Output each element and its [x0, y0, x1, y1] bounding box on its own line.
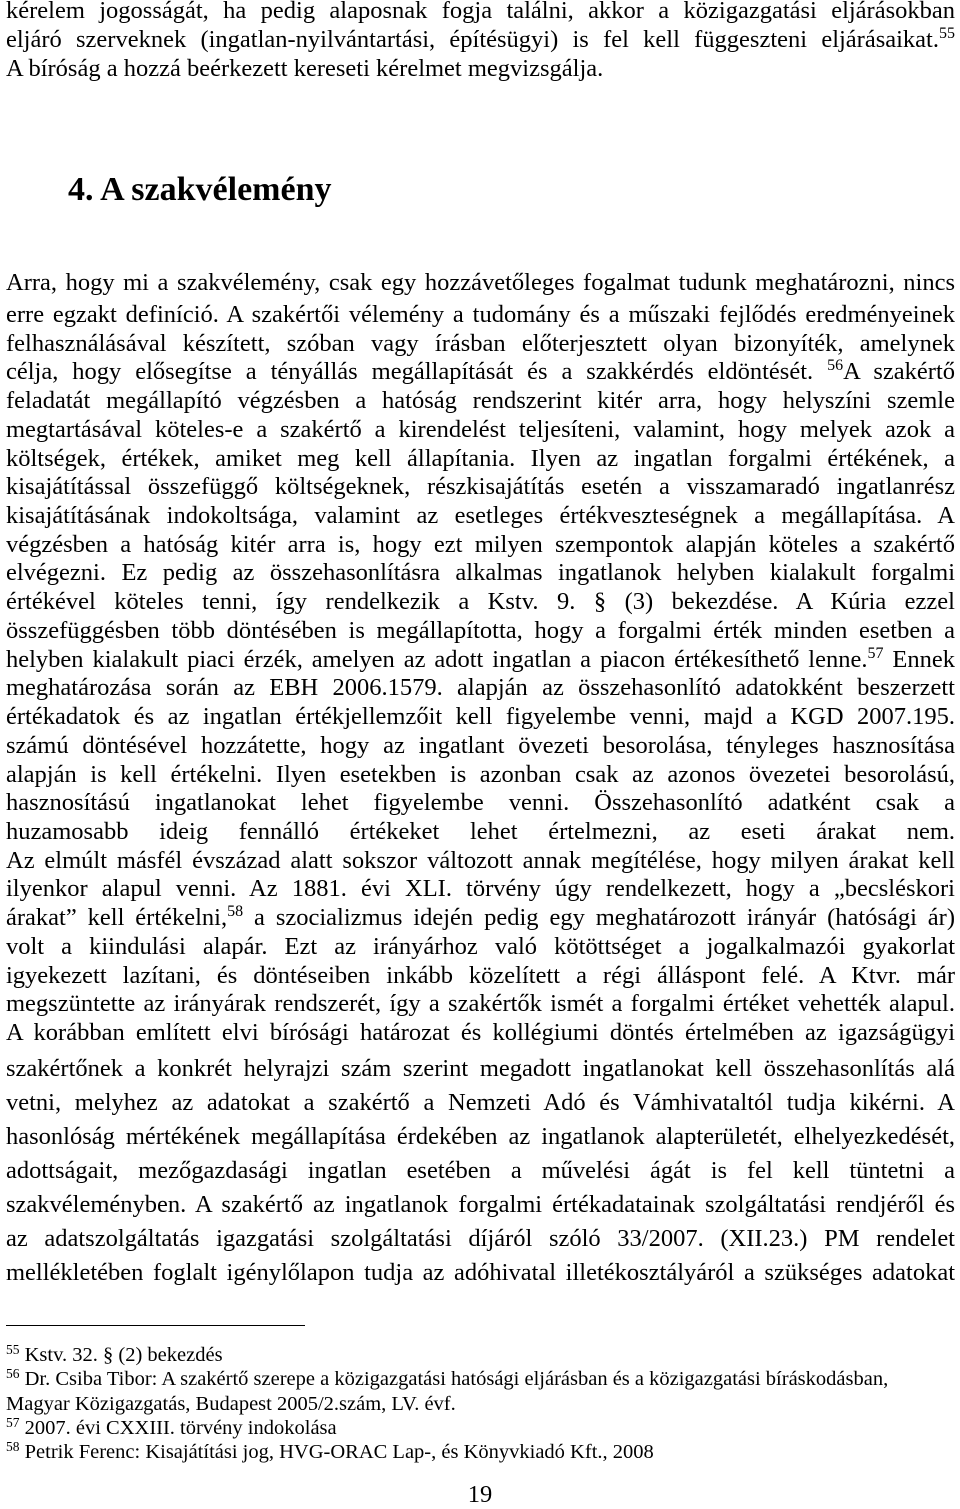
footnote-text: Magyar Közigazgatás, Budapest 2005/2.szám, LV. évf. [6, 1392, 456, 1415]
body-line: szakvéleményben. A szakértő az ingatlanok forgalmi értékadatainak szolgáltatási rendjéről és [6, 1191, 955, 1218]
footnote-number: 58 [6, 1440, 20, 1455]
body-line: vetni, melyhez az adatokat a szakértő a Nemzeti Adó és Vámhivataltól tudja kikérni. A [6, 1089, 955, 1116]
body-line: huzamosabb ideig fennálló értékeket lehet értelmezni, az eseti árakat nem. [6, 817, 955, 845]
body-line [6, 904, 955, 933]
footnote-text: 2007. évi CXXIII. törvény indokolása [24, 1416, 337, 1439]
body-line: feladatát megállapító végzésben a hatóság rendszerint kitér arra, hogy helyszíni szemle [6, 387, 955, 415]
footnote-reference: 55 [939, 25, 955, 42]
body-line: hasznosítású ingatlanokat lehet figyelembe venni. Összehasonlító adatként csak a [6, 789, 955, 817]
body-line: költségek, értékek, amiket meg kell állapítania. Ilyen az ingatlan forgalmi értékének, a [6, 444, 955, 472]
line-text: árakat” kell értékelni, [6, 904, 228, 932]
footnote-reference: 57 [867, 645, 884, 662]
footnote-text: Kstv. 32. § (2) bekezdés [24, 1344, 223, 1366]
footnote-56 [6, 1367, 955, 1391]
body-line: felhasználásával készített, szóban vagy írásban előterjesztett olyan bizonyíték, amelynek [6, 329, 955, 357]
body-line: erre egzakt definíció. A szakértői vélemény a tudomány és a műszaki fejlődés eredményeinek [6, 301, 955, 328]
body-line: értékadatok és az ingatlan értékjellemzőit kell figyelembe venni, majd a KGD 2007.195. [6, 703, 955, 731]
line-text: Ennek [883, 645, 955, 673]
body-line [6, 358, 955, 387]
body-line: meghatározása során az EBH 2006.1579. alapján az összehasonlító adatokként beszerzett [6, 674, 955, 702]
section-body-continued [6, 1052, 955, 1290]
body-line: értékével köteles tenni, így rendelkezik a Kstv. 9. § (3) bekezdése. A Kúria ezzel [6, 588, 955, 616]
footnote-57 [6, 1416, 955, 1440]
intro-paragraph [6, 0, 955, 83]
line-text: A szakértő [843, 358, 955, 386]
body-line: Arra, hogy mi a szakvélemény, csak egy hozzávetőleges fogalmat tudunk meghatározni, nincs [6, 269, 955, 296]
body-line [6, 646, 955, 675]
body-line: számú döntésével hozzátette, hogy az ingatlant övezeti besorolása, tényleges hasznosítása [6, 731, 955, 759]
body-line: végzésben a hatóság kitér arra is, hogy ezt milyen szempontok alapján köteles a szakértő [6, 530, 955, 558]
footnote-separator [6, 1325, 305, 1326]
body-line: összefüggésben több döntésében is megállapította, hogy a forgalmi érték minden esetben a [6, 616, 955, 644]
footnote-reference: 58 [227, 904, 244, 921]
line-text: a szocializmus idején pedig egy meghatározott irányár (hatósági ár) [243, 904, 955, 932]
body-line: megtartásával köteles-e a szakértő a kirendelést teljesíteni, valamint, hogy melyek azok a [6, 415, 955, 443]
footnote-text: Petrik Ferenc: Kisajátítási jog, HVG-ORAC Lap-, és Könyvkiadó Kft., 2008 [24, 1441, 654, 1464]
body-line: adottságait, mezőgazdasági ingatlan esetében a művelési ágát is fel kell tüntetni a [6, 1157, 955, 1184]
body-line: igyekezett lazítani, és döntéseiben inkább közelített a régi álláspont felé. A Ktvr. már [6, 961, 955, 989]
footnote-number: 55 [6, 1343, 20, 1357]
footnote-reference: 56 [827, 358, 844, 375]
line-text: célja, hogy elősegítse a tényállás megállapítását és a szakkérdés eldöntését. [6, 358, 828, 386]
body-line: mellékletében foglalt igénylőlapon tudja az adóhivatal illetékosztályáról a szükséges adatokat [6, 1259, 955, 1286]
body-line: kisajátításának indokoltsága, valamint az esetleges értékveszteségnek a megállapítása. A [6, 502, 955, 530]
body-line: kérelem jogosságát, ha pedig alaposnak fogja találni, akkor a közigazgatási eljárásokban [6, 0, 955, 24]
footnote-text: Dr. Csiba Tibor: A szakértő szerepe a közigazgatási hatósági eljárásban és a közigazgatási bíráskodásban, [24, 1368, 889, 1391]
footnote-number: 57 [6, 1415, 20, 1430]
line-text: helyben kialakult piaci érzék, amelyen az adott ingatlan a piacon értékesíthető lenne. [6, 645, 868, 673]
body-line: elvégezni. Ez pedig az összehasonlításra alkalmas ingatlanok helyben kialakult forgalmi [6, 559, 955, 587]
footnotes [6, 1343, 955, 1464]
page-number: 19 [467, 1481, 493, 1508]
body-line: kisajátítással összefüggő költségeknek, részkisajátítás esetén a visszamaradó ingatlanrész [6, 473, 955, 501]
footnote-number: 56 [6, 1367, 20, 1382]
body-line: A korábban említett elvi bírósági határozat és kollégiumi döntés értelmében az igazságügyi [6, 1018, 955, 1046]
footnote-55 [6, 1343, 955, 1367]
body-line [6, 25, 955, 54]
body-line: alapján is kell értékelni. Ilyen esetekben is azonban csak az azonos övezetei besorolású, [6, 760, 955, 788]
section-paragraph-start [6, 268, 955, 297]
section-body [6, 301, 955, 1048]
body-line: az adatszolgáltatás igazgatási szolgáltatási díjáról szóló 33/2007. (XII.23.) PM rendelet [6, 1225, 955, 1252]
body-line: hasonlóság mértékének megállapítása érdekében az ingatlanok alapterületét, elhelyezkedését, [6, 1123, 955, 1150]
line-text: eljáró szerveknek (ingatlan-nyilvántartási, építésügyi) is fel kell függeszteni eljárásaikat. [6, 26, 939, 53]
footnote-56-continued [6, 1392, 955, 1416]
body-line: volt a kiindulási alapár. Ezt az irányárhoz való kötöttséget a jogalkalmazói gyakorlat [6, 932, 955, 960]
body-line: megszüntette az irányárak rendszerét, így a szakértők ismét a forgalmi értéket vehették alapul. [6, 990, 955, 1018]
body-line: ilyenkor alapul venni. Az 1881. évi XLI. törvény úgy rendelkezett, hogy a „becsléskori [6, 875, 955, 903]
body-line: Az elmúlt másfél évszázad alatt sokszor változott annak megítélése, hogy milyen árakat kell [6, 846, 955, 874]
body-line: szakértőnek a konkrét helyrajzi szám szerint megadott ingatlanokat kell összehasonlítás alá [6, 1055, 955, 1082]
section-heading: 4. A szakvélemény [68, 171, 332, 208]
body-line: A bíróság a hozzá beérkezett kereseti kérelmet megvizsgálja. [6, 55, 604, 82]
footnote-58 [6, 1440, 955, 1464]
